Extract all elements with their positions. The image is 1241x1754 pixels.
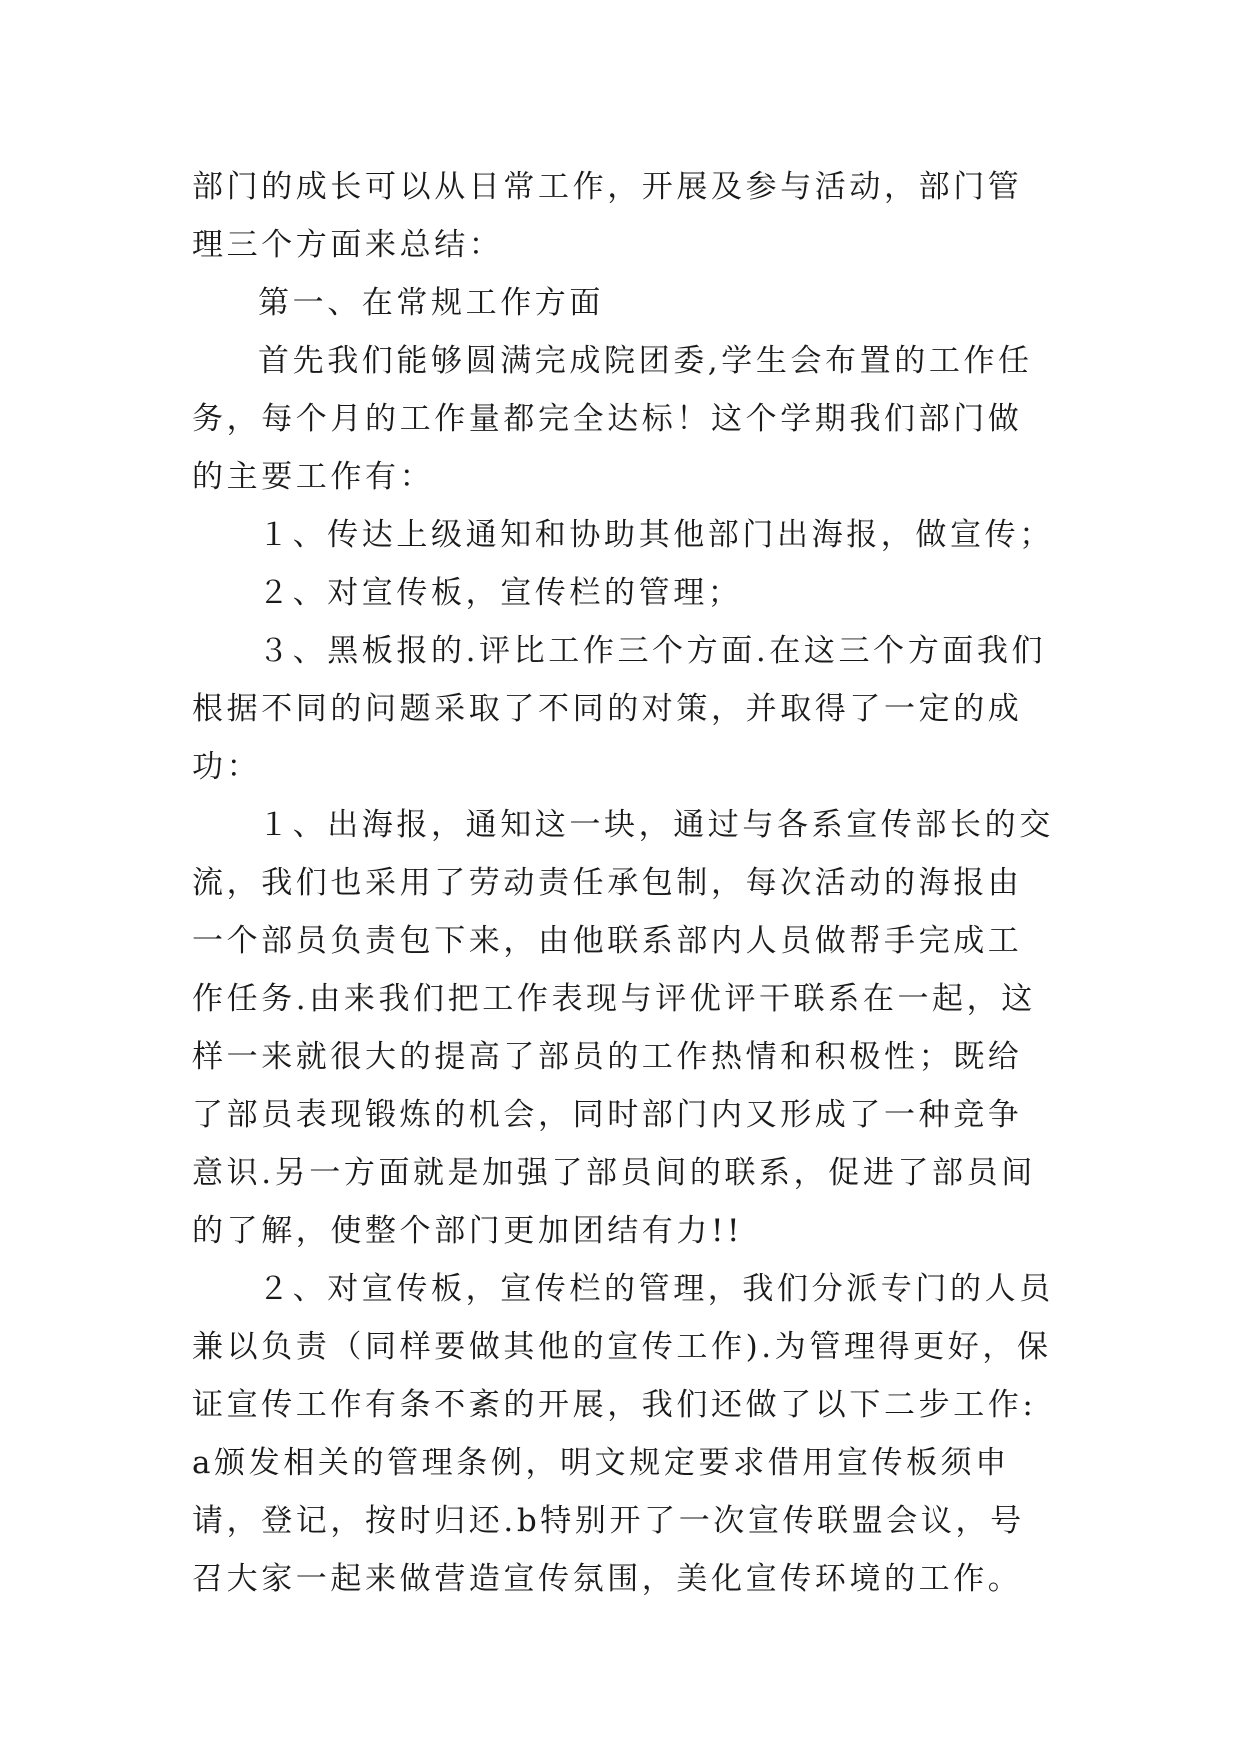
paragraph-routine-work: 首先我们能够圆满完成院团委,学生会布置的工作任务，每个月的工作量都完全达标！这个学期我们部门做的主要工作有： <box>192 343 1033 495</box>
paragraph-section-heading: 第一、在常规工作方面 <box>258 285 604 321</box>
list-item-1: １、传达上级通知和协助其他部门出海报，做宣传； <box>258 517 1054 553</box>
list-item-3: ３、黑板报的.评比工作三个方面.在这三个方面我们根据不同的问题采取了不同的对策，并取得了一定的成功： <box>192 633 1047 785</box>
paragraph-posters: １、出海报，通知这一块，通过与各系宣传部长的交流，我们也采用了劳动责任承包制，每次活动的海报由一个部员负责包下来，由他联系部内人员做帮手完成工作任务.由来我们把工作表现与评优评干联系在一起，这样一来就很大的提高了部员的工作热情和积极性；既给了部员表现锻炼的机会，同时部门内又形成了一种竞争意识.另一方面就是加强了部员间的联系，促进了部员间的了解，使整个部门更加团结有力!! <box>192 807 1054 1249</box>
document-body <box>192 158 1054 1608</box>
list-item-2: ２、对宣传板，宣传栏的管理； <box>258 575 743 611</box>
paragraph-intro: 部门的成长可以从日常工作，开展及参与活动，部门管理三个方面来总结： <box>192 169 1023 263</box>
paragraph-boards: ２、对宣传板，宣传栏的管理，我们分派专门的人员兼以负责（同样要做其他的宣传工作).为管理得更好，保证宣传工作有条不紊的开展，我们还做了以下二步工作:a颁发相关的管理条例，明文规定要求借用宣传板须申请，登记，按时归还.b特别开了一次宣传联盟会议，号召大家一起来做营造宣传氛围，美化宣传环境的工作。 <box>192 1271 1054 1597</box>
